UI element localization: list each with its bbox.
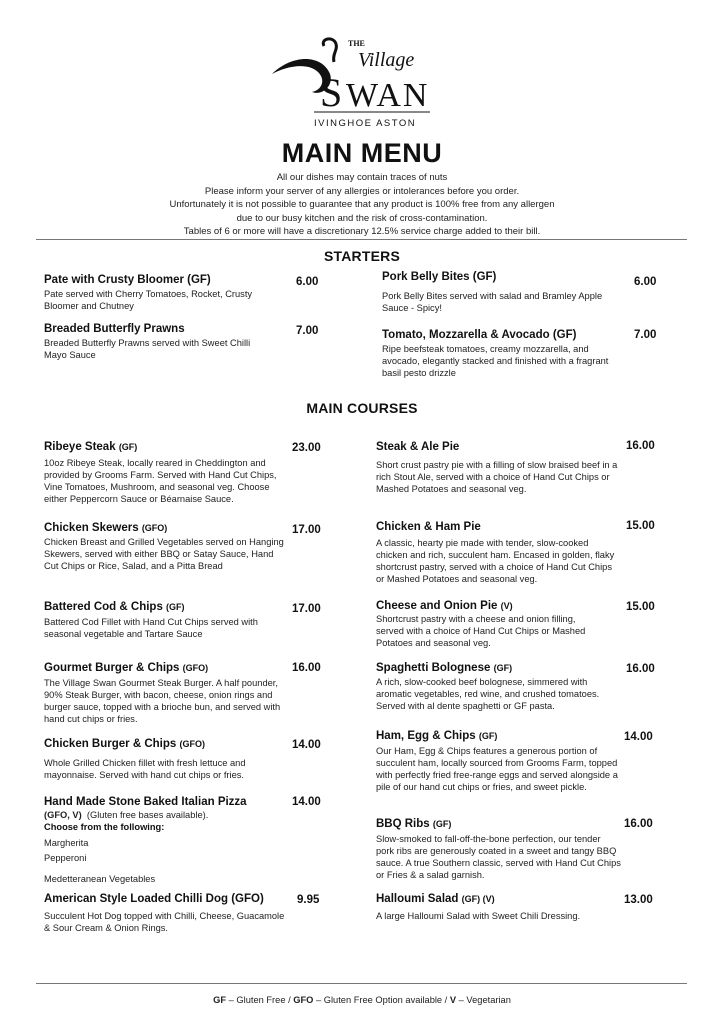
menu-item xyxy=(44,322,294,361)
item-name xyxy=(376,661,616,675)
menu-item xyxy=(44,273,294,312)
item-tag: (GF) xyxy=(493,663,513,673)
item-tag: (GF) xyxy=(118,442,138,452)
item-desc: 10oz Ribeye Steak, locally reared in Cheddington and provided by Grooms Farm. Served with Hand Cut Chips, Vine Tomatoes, Mushroom, and seasonal veg. Choose either Peppercorn Sauce or Béarnaise Sauce. xyxy=(44,458,277,504)
page-title: MAIN MENU xyxy=(281,138,443,168)
item-price: 15.00 xyxy=(626,601,655,613)
item-price: 14.00 xyxy=(292,739,321,751)
item-name-text: Ham, Egg & Chips xyxy=(376,730,476,742)
allergen-notice xyxy=(112,171,612,239)
item-desc: Pork Belly Bites served with salad and Bramley Apple Sauce - Spicy! xyxy=(382,291,603,313)
item-name: Pate with Crusty Bloomer (GF) xyxy=(44,274,211,286)
item-name xyxy=(44,600,289,614)
item-tag: (GF) xyxy=(478,731,498,741)
pizza-option: Margherita xyxy=(44,838,89,848)
item-name-text: Cheese and Onion Pie xyxy=(376,600,498,612)
item-name xyxy=(376,729,621,743)
legend-gf: GF xyxy=(213,995,227,1005)
item-price: 16.00 xyxy=(626,440,655,452)
legend-v: V xyxy=(449,995,457,1005)
item-name-text: Gourmet Burger & Chips xyxy=(44,662,180,674)
menu-item xyxy=(376,599,596,649)
item-name: Hand Made Stone Baked Italian Pizza xyxy=(44,796,247,808)
item-name xyxy=(376,817,621,831)
item-price: 13.00 xyxy=(624,894,653,906)
legend-gfo: GFO xyxy=(293,995,314,1005)
notice-line: All our dishes may contain traces of nuts xyxy=(276,172,448,183)
item-name xyxy=(44,521,284,535)
item-tag: (GF) (V) xyxy=(461,894,495,904)
item-choose: Choose from the following: xyxy=(44,822,165,832)
logo-village: Village xyxy=(358,49,415,71)
item-name-text: Spaghetti Bolognese xyxy=(376,662,491,674)
item-tag: (GFO) xyxy=(182,663,209,673)
main-courses-heading: MAIN COURSES xyxy=(306,400,418,416)
item-tag: (GFO) xyxy=(141,523,168,533)
item-tag: (GF) xyxy=(166,602,185,612)
menu-item xyxy=(382,328,632,379)
item-tag: (GF) xyxy=(432,819,452,829)
item-name: Pork Belly Bites (GF) xyxy=(382,271,497,283)
item-desc: Chicken Breast and Grilled Vegetables served on Hanging Skewers, served with either BBQ or Satay Sauce, Hand Cut Chips or Rice, Salad, and a Pitta Bread xyxy=(44,537,284,571)
item-price: 16.00 xyxy=(292,662,321,674)
item-desc: Shortcrust pastry with a cheese and onion filling, served with a choice of Hand Cut Chips or Mashed Potatoes and seasonal veg. xyxy=(376,614,586,648)
menu-item xyxy=(44,440,284,505)
item-desc: A classic, hearty pie made with tender, slow-cooked chicken and rich, succulent ham. Encased in golden, flaky shortcrust pastry, served with a choice of Hand Cut Chips or Mashed Potatoes and seasonal veg. xyxy=(376,538,615,584)
swan-logo-icon xyxy=(262,34,462,134)
menu-item xyxy=(44,892,289,934)
item-price: 6.00 xyxy=(296,276,319,288)
item-price: 23.00 xyxy=(292,442,321,454)
pizza-option: Pepperoni xyxy=(44,853,87,863)
pizza-option: Medetteranean Vegetables xyxy=(44,874,156,884)
legend-gf-text: – Gluten Free / xyxy=(228,995,291,1005)
item-name: Tomato, Mozzarella & Avocado (GF) xyxy=(382,329,577,341)
item-desc: A rich, slow-cooked beef bolognese, simmered with aromatic vegetables, red wine, and crushed tomatoes. Served with al dente spaghetti or GF pasta. xyxy=(376,677,600,711)
item-name-text: Chicken Burger & Chips xyxy=(44,738,177,750)
item-desc: The Village Swan Gourmet Steak Burger. A half pounder, 90% Steak Burger, with bacon, cheese, onion rings and burger sauce, topped with a brioche bun, and served with hand cut chips or fries. xyxy=(44,678,281,724)
menu-item xyxy=(44,661,284,725)
notice-line: Tables of 6 or more will have a discretionary 12.5% service charge added to their bill. xyxy=(183,226,541,237)
item-desc: Short crust pastry pie with a filling of slow braised beef in a rich Stout Ale, served with a choice of Hand Cut Chips or Mashed Potatoes and seasonal veg. xyxy=(376,460,618,494)
item-name: Breaded Butterfly Prawns xyxy=(44,323,185,335)
item-price: 17.00 xyxy=(292,524,321,536)
item-price: 14.00 xyxy=(292,796,321,808)
item-name-text: Halloumi Salad xyxy=(376,893,459,905)
item-name: American Style Loaded Chilli Dog (GFO) xyxy=(44,893,264,905)
menu-item xyxy=(376,520,621,585)
divider xyxy=(36,983,687,984)
item-price: 17.00 xyxy=(292,603,321,615)
legend-gfo-text: – Gluten Free Option available / xyxy=(316,995,448,1005)
menu-item xyxy=(376,892,621,922)
menu-item xyxy=(382,270,632,314)
item-tag: (GFO, V) xyxy=(44,810,82,820)
logo-s: S xyxy=(320,70,343,115)
menu-item xyxy=(44,795,289,885)
item-price: 6.00 xyxy=(634,276,657,288)
item-name xyxy=(44,737,279,751)
item-note: (Gluten free bases available). xyxy=(86,810,209,820)
logo-wan: WAN xyxy=(346,77,430,114)
item-desc: Breaded Butterfly Prawns served with Sweet Chilli Mayo Sauce xyxy=(44,338,251,360)
item-price: 7.00 xyxy=(296,325,319,337)
logo-the: THE xyxy=(348,39,365,48)
notice-line: due to our busy kitchen and the risk of cross-contamination. xyxy=(236,212,488,224)
item-tag: (V) xyxy=(500,601,513,611)
item-name xyxy=(44,661,284,675)
item-desc: A large Halloumi Salad with Sweet Chili Dressing. xyxy=(376,911,581,921)
item-price: 16.00 xyxy=(624,818,653,830)
menu-item xyxy=(376,440,621,495)
item-desc: Whole Grilled Chicken fillet with fresh lettuce and mayonnaise. Served with hand cut chips or fries. xyxy=(44,758,246,780)
item-name-text: BBQ Ribs xyxy=(376,818,430,830)
notice-line: Unfortunately it is not possible to guarantee that any product is 100% free from any allergen xyxy=(169,199,555,210)
item-name xyxy=(44,440,284,454)
footer-legend xyxy=(0,995,724,1005)
item-name: Chicken & Ham Pie xyxy=(376,521,481,533)
logo-location: IVINGHOE ASTON xyxy=(314,118,417,129)
menu-item xyxy=(376,729,621,793)
item-desc: Ripe beefsteak tomatoes, creamy mozzarella, and avocado, elegantly stacked and finished with a fragrant basil pesto drizzle xyxy=(382,344,609,378)
item-price: 14.00 xyxy=(624,731,653,743)
item-desc: Slow-smoked to fall-off-the-bone perfection, our tender pork ribs are generously coated in a sweet and tangy BBQ sauce. A true Southern classic, served with Hand Cut Chips or Fries & a salad garnish. xyxy=(376,834,621,880)
menu-item xyxy=(44,521,284,572)
item-name: Steak & Ale Pie xyxy=(376,441,460,453)
menu-item xyxy=(44,600,289,640)
legend-v-text: – Vegetarian xyxy=(458,995,511,1005)
notice-line: Please inform your server of any allergies or intolerances before you order. xyxy=(204,185,520,197)
divider xyxy=(36,239,687,240)
item-desc: Battered Cod Fillet with Hand Cut Chips served with seasonal vegetable and Tartare Sauce xyxy=(44,617,258,639)
menu-item xyxy=(376,817,621,881)
item-price: 16.00 xyxy=(626,663,655,675)
item-desc: Succulent Hot Dog topped with Chilli, Cheese, Guacamole & Sour Cream & Onion Rings. xyxy=(44,911,285,933)
item-price: 7.00 xyxy=(634,329,657,341)
item-tag: (GFO) xyxy=(179,739,205,749)
menu-item xyxy=(44,737,279,781)
item-subnote xyxy=(44,809,289,821)
starters-heading: STARTERS xyxy=(323,248,400,264)
logo xyxy=(262,34,462,134)
item-name-text: Ribeye Steak xyxy=(44,441,116,453)
item-price: 15.00 xyxy=(626,520,655,532)
item-name xyxy=(376,599,596,613)
item-desc: Our Ham, Egg & Chips features a generous portion of succulent ham, locally sourced from Grooms Farm, topped with perfectly fried free-range eggs and served alongside a pile of our hand cut chips or fries, and sweet pickle. xyxy=(376,746,618,792)
menu-item xyxy=(376,661,616,712)
item-desc: Pate served with Cherry Tomatoes, Rocket, Crusty Bloomer and Chutney xyxy=(44,289,253,311)
item-price: 9.95 xyxy=(297,894,320,906)
item-name-text: Battered Cod & Chips xyxy=(44,601,163,613)
item-name xyxy=(376,892,621,906)
item-name-text: Chicken Skewers xyxy=(44,522,139,534)
